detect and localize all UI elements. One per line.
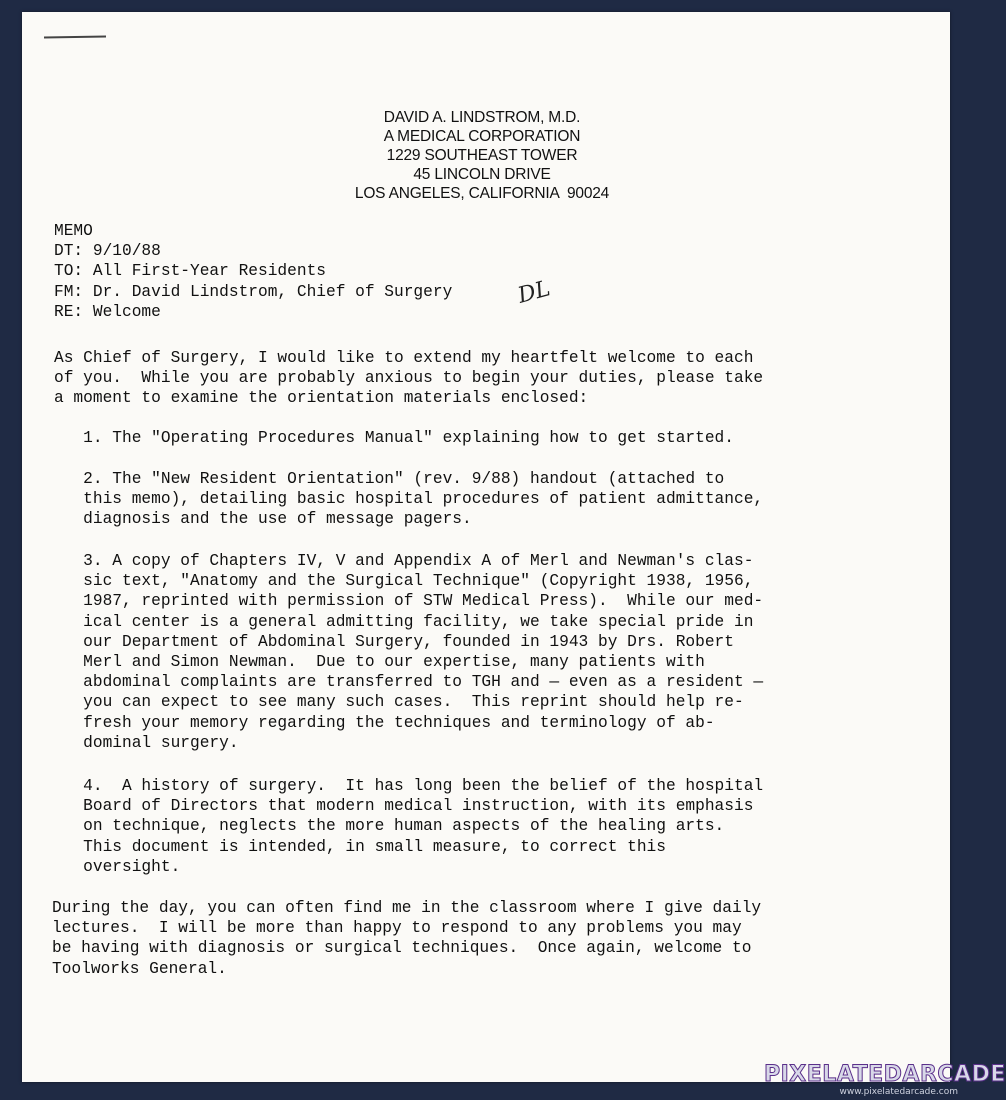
closing-paragraph: During the day, you can often find me in the classroom where I give daily lectures. I will be more than happy to respond to any problems you may be having with diagnosis or surgical techniques. Once again, welcome to Toolworks General.: [52, 899, 762, 978]
memo-from: FM: Dr. David Lindstrom, Chief of Surgery: [54, 282, 453, 301]
memo-label: MEMO: [54, 222, 93, 240]
letterhead-corp: A MEDICAL CORPORATION: [383, 128, 581, 145]
intro-paragraph: As Chief of Surgery, I would like to extend my heartfelt welcome to each of you. While you are probably anxious to begin your duties, please take a moment to examine the orientation materials enclosed:: [54, 349, 764, 408]
watermark-title: PIXELATEDARCADE: [764, 1062, 1006, 1087]
list-item-2: 2. The "New Resident Orientation" (rev. 9/88) handout (attached to this memo), detailing basic hospital procedures of patient admittance, diagnosis and the use of message pagers.: [83, 470, 764, 529]
watermark: [764, 1062, 1006, 1098]
letterhead-name: DAVID A. LINDSTROM, M.D.: [383, 109, 581, 126]
letterhead-city: LOS ANGELES, CALIFORNIA 90024: [354, 185, 610, 202]
pencil-mark: [44, 35, 106, 38]
watermark-url: www.pixelatedarcade.com: [839, 1087, 958, 1097]
list-item-1: 1. The "Operating Procedures Manual" explaining how to get started.: [54, 429, 734, 447]
memo-to: TO: All First-Year Residents: [54, 262, 326, 281]
memo-date: DT: 9/10/88: [54, 242, 161, 261]
letterhead-address2: 45 LINCOLN DRIVE: [413, 166, 551, 183]
memo-page: [22, 12, 950, 1082]
memo-header: [54, 221, 452, 322]
list-item-3: 3. A copy of Chapters IV, V and Appendix A of Merl and Newman's clas- sic text, "Anatomy and the Surgical Technique" (Copyright 1938, 1956, 1987, reprinted with permission of STW Medical Press). While our med- ical center is a general admitting facility, we take special pride in our Department of Abdominal Surgery, founded in 1943 by Drs. Robert Merl and Simon Newman. Due to our expertise, many patients with abdominal complaints are transferred to TGH and — even as a resident — you can expect to see many such cases. This reprint should help re- fresh your memory regarding the techniques and terminology of ab- dominal surgery.: [83, 552, 764, 752]
memo-re: RE: Welcome: [54, 302, 161, 321]
letterhead: [262, 108, 702, 203]
letterhead-address1: 1229 SOUTHEAST TOWER: [386, 147, 578, 164]
list-item-4: 4. A history of surgery. It has long been the belief of the hospital Board of Directors that modern medical instruction, with its emphasis on technique, neglects the more human aspects of the healing arts. This document is intended, in small measure, to correct this oversight.: [83, 777, 764, 876]
handwritten-initials: DL: [515, 276, 553, 309]
